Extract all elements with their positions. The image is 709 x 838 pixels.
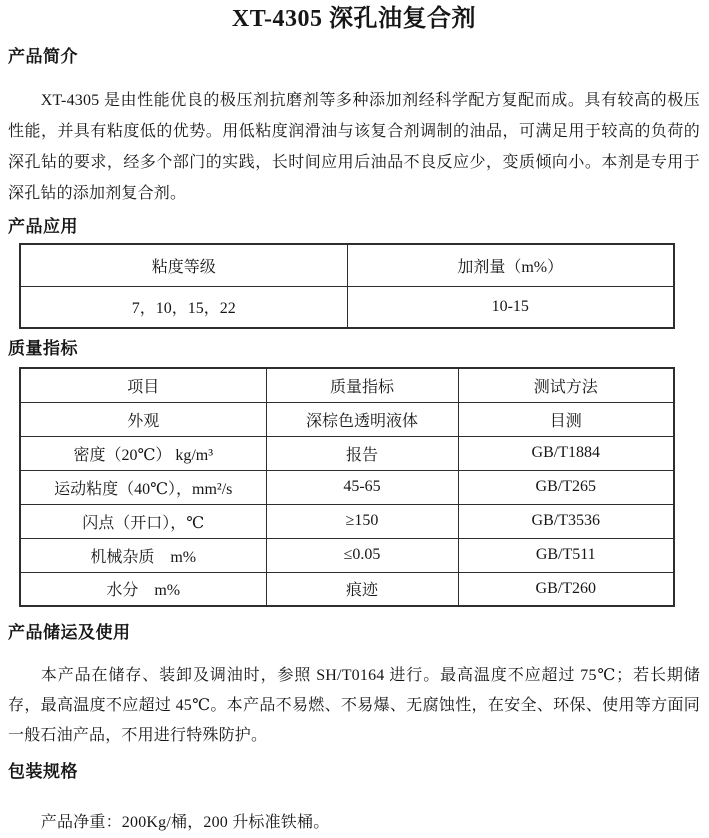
quality-cell-item: 闪点（开口），℃ <box>20 504 266 538</box>
table-row <box>20 436 674 470</box>
intro-paragraph: XT-4305 是由性能优良的极压剂抗磨剂等多种添加剂经科学配方复配而成。具有较高的极压性能，并具有粘度低的优势。用低粘度润滑油与该复合剂调制的油品，可满足用于较高的负荷的深孔钻的要求，经多个部门的实践，长时间应用后油品不良反应少，变质倾向小。本剂是专用于深孔钻的添加剂复合剂。 <box>8 92 700 202</box>
quality-cell-method: GB/T260 <box>458 572 674 606</box>
quality-cell-spec: 深棕色透明液体 <box>266 402 458 436</box>
quality-table <box>19 367 675 607</box>
quality-header-item: 项目 <box>20 368 266 402</box>
section-heading-application: 产品应用 <box>8 217 78 236</box>
section-heading-intro: 产品简介 <box>8 47 78 66</box>
quality-cell-item: 运动粘度（40℃），mm²/s <box>20 470 266 504</box>
quality-cell-method: GB/T3536 <box>458 504 674 538</box>
table-row <box>20 572 674 606</box>
table-row <box>20 538 674 572</box>
quality-header-method: 测试方法 <box>458 368 674 402</box>
table-row <box>20 286 674 328</box>
quality-cell-method: GB/T1884 <box>458 436 674 470</box>
quality-cell-item: 外观 <box>20 402 266 436</box>
table-header-row <box>20 368 674 402</box>
quality-cell-spec: 报告 <box>266 436 458 470</box>
table-row <box>20 504 674 538</box>
quality-cell-spec: ≤0.05 <box>266 538 458 572</box>
quality-cell-method: GB/T511 <box>458 538 674 572</box>
application-header-viscosity-grade: 粘度等级 <box>20 244 347 286</box>
quality-header-spec: 质量指标 <box>266 368 458 402</box>
document-title: XT-4305 深孔油复合剂 <box>231 6 477 32</box>
quality-cell-method: GB/T265 <box>458 470 674 504</box>
application-cell-viscosity-grades: 7，10，15，22 <box>20 286 347 328</box>
quality-cell-item: 密度（20℃） kg/m³ <box>20 436 266 470</box>
section-heading-packaging: 包装规格 <box>8 762 78 781</box>
storage-paragraph: 本产品在储存、装卸及调油时，参照 SH/T0164 进行。最高温度不应超过 75℃；若长期储存，最高温度不应超过 45℃。本产品不易燃、不易爆、无腐蚀性，在安全、环保、使用等方面同一般石油产品，不用进行特殊防护。 <box>8 667 700 744</box>
quality-cell-method: 目测 <box>458 402 674 436</box>
application-cell-dosage-value: 10-15 <box>347 286 674 328</box>
application-table <box>19 243 675 329</box>
section-heading-storage: 产品储运及使用 <box>8 623 131 642</box>
quality-cell-spec: ≥150 <box>266 504 458 538</box>
table-row <box>20 470 674 504</box>
application-header-dosage: 加剂量（m%） <box>347 244 674 286</box>
section-heading-quality: 质量指标 <box>8 339 78 358</box>
quality-cell-spec: 痕迹 <box>266 572 458 606</box>
table-row <box>20 402 674 436</box>
quality-cell-item: 水分 m% <box>20 572 266 606</box>
table-header-row <box>20 244 674 286</box>
quality-cell-spec: 45-65 <box>266 470 458 504</box>
packaging-paragraph: 产品净重：200Kg/桶，200 升标准铁桶。 <box>40 814 330 831</box>
quality-cell-item: 机械杂质 m% <box>20 538 266 572</box>
